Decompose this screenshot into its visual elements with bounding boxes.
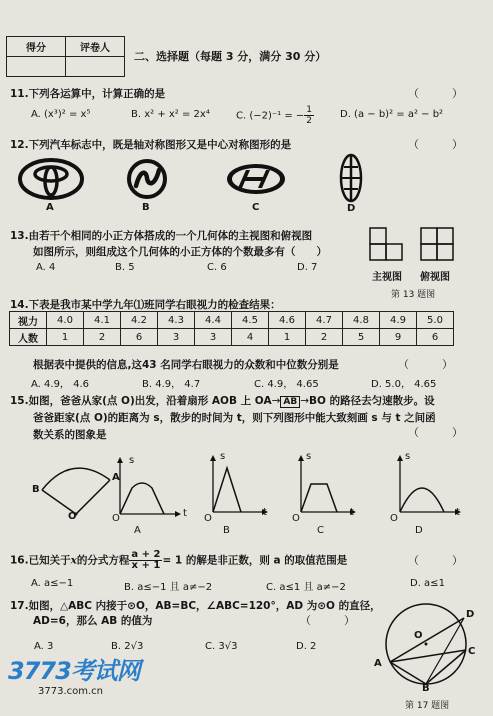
q15-label-a: A xyxy=(134,525,141,536)
graph-a-axis-o: O xyxy=(112,513,120,524)
table-cell: 4.3 xyxy=(158,312,195,329)
q13-views-figure xyxy=(369,227,479,263)
q17-point-a: A xyxy=(374,658,382,669)
count-row xyxy=(10,329,454,346)
q17-circle-figure xyxy=(378,600,478,690)
hyundai-logo-icon xyxy=(225,162,287,196)
vision-row xyxy=(10,312,454,329)
q11-option-b: B. x² + x² = 2x⁴ xyxy=(131,109,210,120)
q13-top-view-label: 俯视图 xyxy=(420,272,450,283)
grader-label: 评卷人 xyxy=(66,37,125,57)
table-cell: 4.5 xyxy=(232,312,269,329)
table-cell: 2 xyxy=(306,329,343,346)
table-cell: 1 xyxy=(47,329,84,346)
q11-option-a: A. (x³)² = x⁵ xyxy=(31,109,91,120)
table-cell: 5 xyxy=(343,329,380,346)
graph-d-axis-o: O xyxy=(390,513,398,524)
q17-option-a: A. 3 xyxy=(34,641,54,652)
q11-stem: 11.下列各运算中，计算正确的是 xyxy=(10,88,166,100)
table-cell: 4.4 xyxy=(195,312,232,329)
q17-point-d: D xyxy=(466,609,475,620)
graph-b-axis-t: t xyxy=(263,507,267,518)
q14-option-c: C. 4.9， 4.65 xyxy=(254,379,319,390)
q15-label-c: C xyxy=(317,525,324,536)
q16-option-a: A. a≤−1 xyxy=(31,578,74,589)
q15-line3: 数关系的图象是 xyxy=(33,429,107,441)
q17-option-d: D. 2 xyxy=(296,641,317,652)
grader-cell xyxy=(66,57,125,77)
q14-line2: 根据表中提供的信息,这43 名同学右眼视力的众数和中位数分别是 xyxy=(33,359,339,371)
q13-fig-caption: 第 13 题图 xyxy=(391,290,436,300)
watermark-url: 3773.com.cn xyxy=(38,686,103,697)
score-cell xyxy=(7,57,66,77)
q12-label-d: D xyxy=(347,203,356,214)
graph-d-axis-t: t xyxy=(456,507,460,518)
q17-point-c: C xyxy=(468,646,476,657)
q14-option-a: A. 4.9， 4.6 xyxy=(31,379,90,390)
q17-option-c: C. 3√3 xyxy=(205,641,238,652)
d-logo-icon xyxy=(339,153,363,203)
vision-table xyxy=(9,311,454,346)
q15-graph-a xyxy=(112,456,182,520)
q11-option-d: D. (a − b)² = a² − b² xyxy=(340,109,444,120)
graph-c-axis-s: s xyxy=(306,451,312,462)
watermark-logo: 3773考试网 xyxy=(8,657,140,685)
table-cell: 5.0 xyxy=(417,312,454,329)
graph-a-axis-s: s xyxy=(129,455,135,466)
graph-b-axis-o: O xyxy=(204,513,212,524)
q17-paren: （ ） xyxy=(300,614,355,627)
sector-point-b: B xyxy=(32,484,40,495)
table-cell: 1 xyxy=(269,329,306,346)
q14-paren: （ ） xyxy=(398,358,453,371)
q17-fig-caption: 第 17 题图 xyxy=(405,701,450,711)
q13-line1: 13.由若干个相同的小正方体搭成的一个几何体的主视图和俯视图 xyxy=(10,230,313,242)
q14-stem: 14.下表是我市某中学九年⑴班同学右眼视力的检查结果： xyxy=(10,299,281,311)
s-logo-icon xyxy=(126,158,168,200)
q15-graph-d xyxy=(392,454,464,518)
q12-paren: （ ） xyxy=(408,138,463,151)
q12-stem: 12.下列汽车标志中，既是轴对称图形又是中心对称图形的是 xyxy=(10,139,292,151)
q17-point-o: O xyxy=(414,630,423,641)
q13-option-a: A. 4 xyxy=(36,262,56,273)
q11-option-c: C. (−2)⁻¹ = − $\frac{1}{2}$ xyxy=(236,105,313,126)
q16-option-c: C. a≤1 且 a≠−2 xyxy=(266,582,346,593)
table-cell: 4.2 xyxy=(121,312,158,329)
q17-point-b: B xyxy=(422,683,430,694)
table-cell: 6 xyxy=(417,329,454,346)
q16-option-d: D. a≤1 xyxy=(410,578,445,589)
q13-option-b: B. 5 xyxy=(115,262,135,273)
q17-line1: 17.如图，△ABC 内接于⊙O，AB=BC，∠ABC=120°，AD 为⊙O 的直径， xyxy=(10,600,381,612)
graph-b-axis-s: s xyxy=(220,451,226,462)
q16-option-b: B. a≤−1 且 a≠−2 xyxy=(124,582,213,593)
q12-label-a: A xyxy=(46,202,54,213)
q15-paren: （ ） xyxy=(408,426,463,439)
table-cell: 4.9 xyxy=(380,312,417,329)
graph-a-axis-t: t xyxy=(183,508,187,519)
graph-c-axis-o: O xyxy=(292,513,300,524)
section-title: 二、选择题（每题 3 分，满分 30 分） xyxy=(134,50,327,63)
vision-row-label: 视力 xyxy=(10,312,47,329)
q15-graph-b xyxy=(205,454,269,518)
toyota-logo-icon xyxy=(18,158,84,200)
table-cell: 4.8 xyxy=(343,312,380,329)
q11-paren: （ ） xyxy=(408,87,463,100)
q15-label-b: B xyxy=(223,525,230,536)
graph-c-axis-t: t xyxy=(350,507,354,518)
q12-label-b: B xyxy=(142,202,150,213)
grade-table xyxy=(6,36,125,77)
table-cell: 3 xyxy=(158,329,195,346)
table-cell: 4.1 xyxy=(84,312,121,329)
q15-line2: 爸爸距家(点 O)的距离为 s，散步的时间为 t，则下列图形中能大致刻画 s 与 t 之间函 xyxy=(33,412,436,424)
q15-line1: 15.如图，爸爸从家(点 O)出发，沿着扇形 AOB 上 OA→ AB →BO 的路径去匀速散步。设 xyxy=(10,395,435,407)
count-row-label: 人数 xyxy=(10,329,47,346)
q13-main-view-label: 主视图 xyxy=(372,272,402,283)
table-cell: 4.7 xyxy=(306,312,343,329)
graph-d-axis-s: s xyxy=(405,451,411,462)
sector-point-o: O xyxy=(68,511,77,522)
q17-line2: AD=6，那么 AB 的值为 xyxy=(33,615,153,627)
table-cell: 3 xyxy=(195,329,232,346)
table-cell: 4.0 xyxy=(47,312,84,329)
sector-point-a: A xyxy=(112,472,120,483)
q14-option-d: D. 5.0， 4.65 xyxy=(371,379,437,390)
q17-option-b: B. 2√3 xyxy=(111,641,144,652)
q16-stem: 16.已知关于x的分式方程 $\frac{a + 2}{x + 1}$ = 1 的解是非正数，则 a 的取值范围是 xyxy=(10,549,348,571)
table-cell: 2 xyxy=(84,329,121,346)
table-cell: 4 xyxy=(232,329,269,346)
q14-option-b: B. 4.9， 4.7 xyxy=(142,379,201,390)
table-cell: 6 xyxy=(121,329,158,346)
q13-option-c: C. 6 xyxy=(207,262,227,273)
q12-label-c: C xyxy=(252,202,260,213)
table-cell: 9 xyxy=(380,329,417,346)
q13-option-d: D. 7 xyxy=(297,262,318,273)
score-label: 得分 xyxy=(7,37,66,57)
table-cell: 4.6 xyxy=(269,312,306,329)
q16-paren: （ ） xyxy=(408,554,463,567)
q13-line2: 如图所示，则组成这个几何体的小正方体的个数最多有（ ） xyxy=(33,246,327,258)
q15-graph-c xyxy=(293,454,357,518)
q15-label-d: D xyxy=(415,525,423,536)
